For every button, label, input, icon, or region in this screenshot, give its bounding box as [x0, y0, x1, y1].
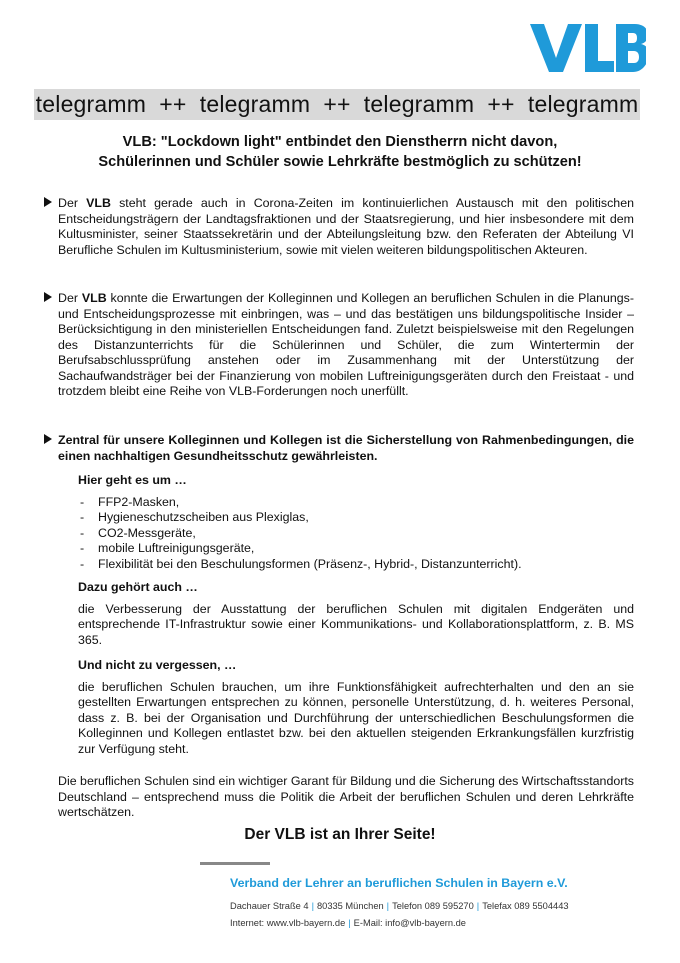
headline-line-2: Schülerinnen und Schüler sowie Lehrkräfte bestmöglich zu schützen! — [98, 154, 582, 170]
list-item: - CO2-Messgeräte, — [78, 526, 634, 542]
list-item: - Flexibilität bei den Beschulungsformen (Präsenz-, Hybrid-, Distanzunterricht). — [78, 557, 634, 573]
section-equipment — [78, 473, 634, 572]
list-item: - FFP2-Masken, — [78, 495, 634, 511]
section-text: die Verbesserung der Ausstattung der beruflichen Schulen mit digitalen Endgeräten und entsprechende IT-Infrastruktur sowie einer Kommunikations- und Kollaborationsplattform, z. B. MS 365. — [78, 601, 634, 647]
section-heading: Und nicht zu vergessen, … — [78, 658, 237, 672]
arrow-bullet-icon — [44, 434, 52, 444]
list-item: - mobile Luftreinigungsgeräte, — [78, 541, 634, 557]
telegram-banner: telegramm ++ telegramm ++ telegramm ++ telegramm — [34, 89, 640, 120]
address-line: Dachauer Straße 4 | 80335 München | Telefon 089 595270 | Telefax 089 5504443 — [230, 901, 569, 911]
arrow-bullet-icon — [44, 197, 52, 207]
bullet-1: Der VLB steht gerade auch in Corona-Zeiten im kontinuierlichen Austausch mit den politischen Entscheidungsträgern der Landtagsfraktionen und der Staatsregierung, und hier insbesondere mit dem Kultusminister, seiner Staatssekretärin und der Abteilungsleitung bzw. den Referaten der Abteilung VI Berufliche Schulen im Kultusministerium, sowie mit vielen weiteren bildungspolitischen Akteuren. — [58, 196, 634, 258]
section-text: die beruflichen Schulen brauchen, um ihre Funktionsfähigkeit aufrechterhalten und den an sie gestellten Erwartungen entsprechen zu können, personelle Unterstützung, d. h. weiteres Personal, dass z. B. bei der Organisation und Durchführung der unterschiedlichen Beschulungsformen die Kolleginnen und Kollegen entlastet bzw. bei den aktuellen steigenden Erkrankungsfällen kurzfristig zur Verfügung steht. — [78, 679, 634, 756]
equipment-list — [78, 495, 634, 573]
section-heading: Dazu gehört auch … — [78, 580, 198, 594]
contact-line: Internet: www.vlb-bayern.de | E-Mail: info@vlb-bayern.de — [230, 918, 466, 928]
closing-statement: Der VLB ist an Ihrer Seite! — [244, 826, 436, 843]
footer-rule — [200, 862, 270, 865]
headline — [40, 132, 640, 172]
headline-line-1: VLB: "Lockdown light" entbindet den Dienstherrn nicht davon, — [122, 134, 558, 150]
website-link[interactable]: Internet: www.vlb-bayern.de — [230, 918, 346, 928]
section-staff — [78, 658, 634, 757]
organization-name: Verband der Lehrer an beruflichen Schulen in Bayern e.V. — [230, 876, 568, 890]
bullet-2: Der VLB konnte die Erwartungen der Kolleginnen und Kollegen an beruflichen Schulen in die Planungs- und Entscheidungsprozesse mit einbringen, was – und das bestätigen uns bildungspolitische Insider – Berücksichtigung in den ministeriellen Entscheidungen fand. Zuletzt beispielsweise mit den Regelungen des Distanzunterrichts für die Schülerinnen und Schüler, die zum Wintertermin der Berufsabschlussprüfung anstehen oder im Zusammenhang mit der Unterstützung der Sachaufwandsträger bei der Finanzierung von mobilen Luftreinigungsgeräten durch den Freistaat - und trotzdem bleibt eine Reihe von VLB-Forderungen noch unerfüllt. — [58, 291, 634, 400]
list-item: - Hygieneschutzscheiben aus Plexiglas, — [78, 510, 634, 526]
summary-paragraph: Die beruflichen Schulen sind ein wichtiger Garant für Bildung und die Sicherung des Wirtschaftsstandorts Deutschland – entsprechend muss die Politik die Arbeit der beruflichen Schulen und deren Lehrkräfte wertschätzen. — [58, 774, 634, 819]
bullet-3: Zentral für unsere Kolleginnen und Kollegen ist die Sicherstellung von Rahmenbedingungen, die einen nachhaltigen Gesundheitsschutz gewährleisten. — [58, 433, 634, 464]
section-heading: Hier geht es um … — [78, 473, 187, 487]
email-link[interactable]: E-Mail: info@vlb-bayern.de — [353, 918, 466, 928]
arrow-bullet-icon — [44, 292, 52, 302]
vlb-logo — [530, 20, 646, 76]
section-digital — [78, 580, 634, 648]
